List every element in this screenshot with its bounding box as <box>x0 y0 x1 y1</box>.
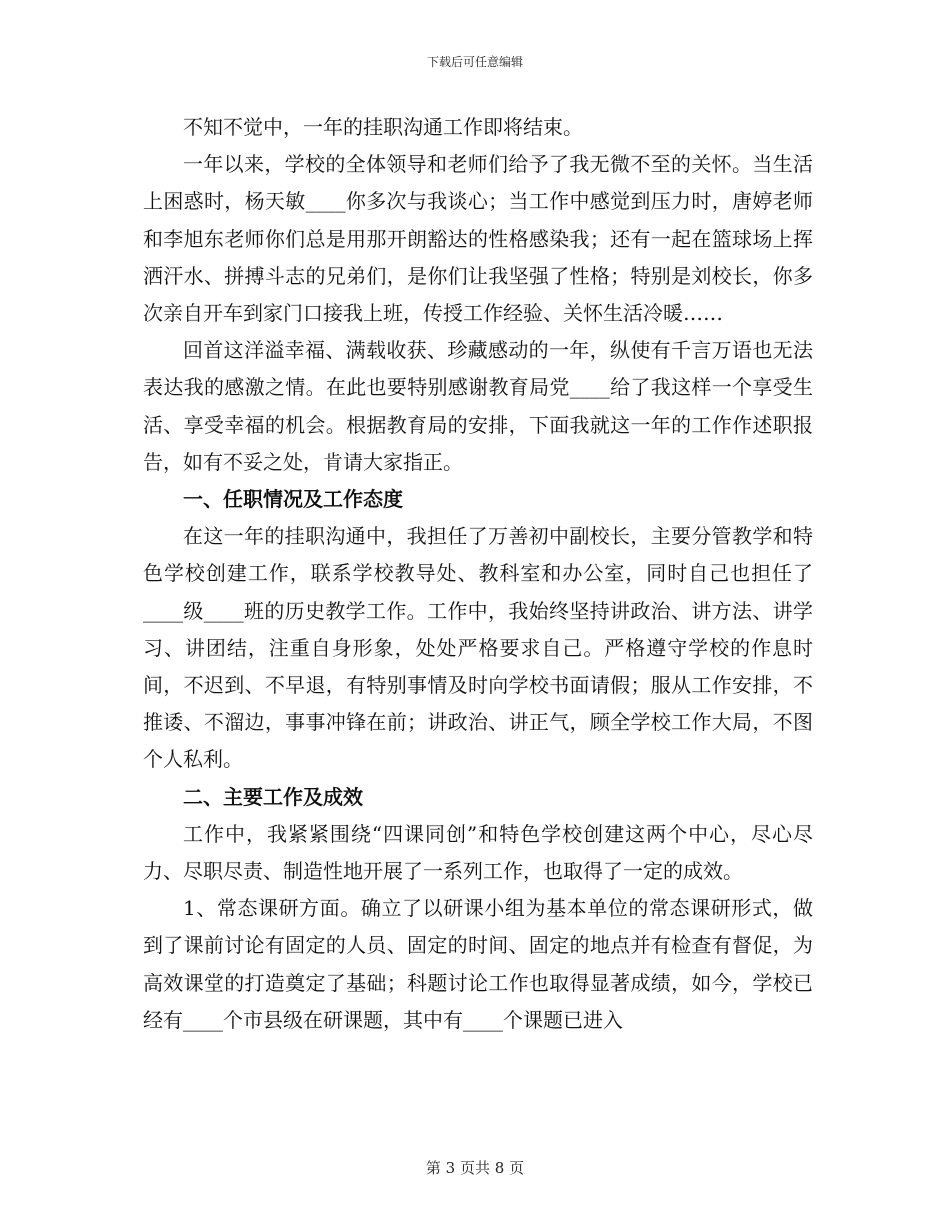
section-heading-2: 二、主要工作及成效 <box>183 784 363 809</box>
paragraph-thanks: 一年以来，学校的全体领导和老师们给予了我无微不至的关怀。当生活上困惑时，杨天敏____你多次与我谈心；当工作中感觉到压力时，唐婷老师和李旭东老师你们总是用那开朗豁达的性格感染我；还有一起在篮球场上挥洒汗水、拼搏斗志的兄弟们，是你们让我坚强了性格；特别是刘校长，你多次亲自开车到家门口接我上班，传授工作经验、关怀生活冷暖…… <box>143 152 813 326</box>
paragraph-position: 在这一年的挂职沟通中，我担任了万善初中副校长，主要分管教学和特色学校创建工作，联系学校教导处、教科室和办公室，同时自己也担任了____级____班的历史教学工作。工作中，我始终坚持讲政治、讲方法、讲学习、讲团结，注重自身形象，处处严格要求自己。严格遵守学校的作息时间，不迟到、不早退，有特别事情及时向学校书面请假；服从工作安排，不推诿、不溜边，事事冲锋在前；讲政治、讲正气，顾全学校工作大局，不图个人私利。 <box>143 524 813 772</box>
paragraph-intro: 不知不觉中，一年的挂职沟通工作即将结束。 <box>183 115 583 139</box>
paragraph-work: 工作中，我紧紧围绕“四课同创”和特色学校创建这两个中心，尽心尽力、尽职尽责、制造性地开展了一系列工作，也取得了一定的成效。 <box>143 821 813 884</box>
page-header: 下载后可任意编辑 <box>426 55 523 69</box>
document-body <box>143 109 813 1039</box>
section-heading-1: 一、任职情况及工作态度 <box>183 487 403 512</box>
paragraph-research: 1、常态课研方面。确立了以研课小组为基本单位的常态课研形式，做到了课前讨论有固定的人员、固定的时间、固定的地点并有检查有督促，为高效课堂的打造奠定了基础；科题讨论工作也取得显著成绩，如今，学校已经有____个市县级在研课题，其中有____个课题已进入 <box>143 896 813 1032</box>
page-footer: 第 3 页共 8 页 <box>425 1159 525 1177</box>
paragraph-review: 回首这洋溢幸福、满载收获、珍藏感动的一年，纵使有千言万语也无法表达我的感激之情。在此也要特别感谢教育局党____给了我这样一个享受生活、享受幸福的机会。根据教育局的安排，下面我就这一年的工作作述职报告，如有不妥之处，肯请大家指正。 <box>143 338 813 474</box>
